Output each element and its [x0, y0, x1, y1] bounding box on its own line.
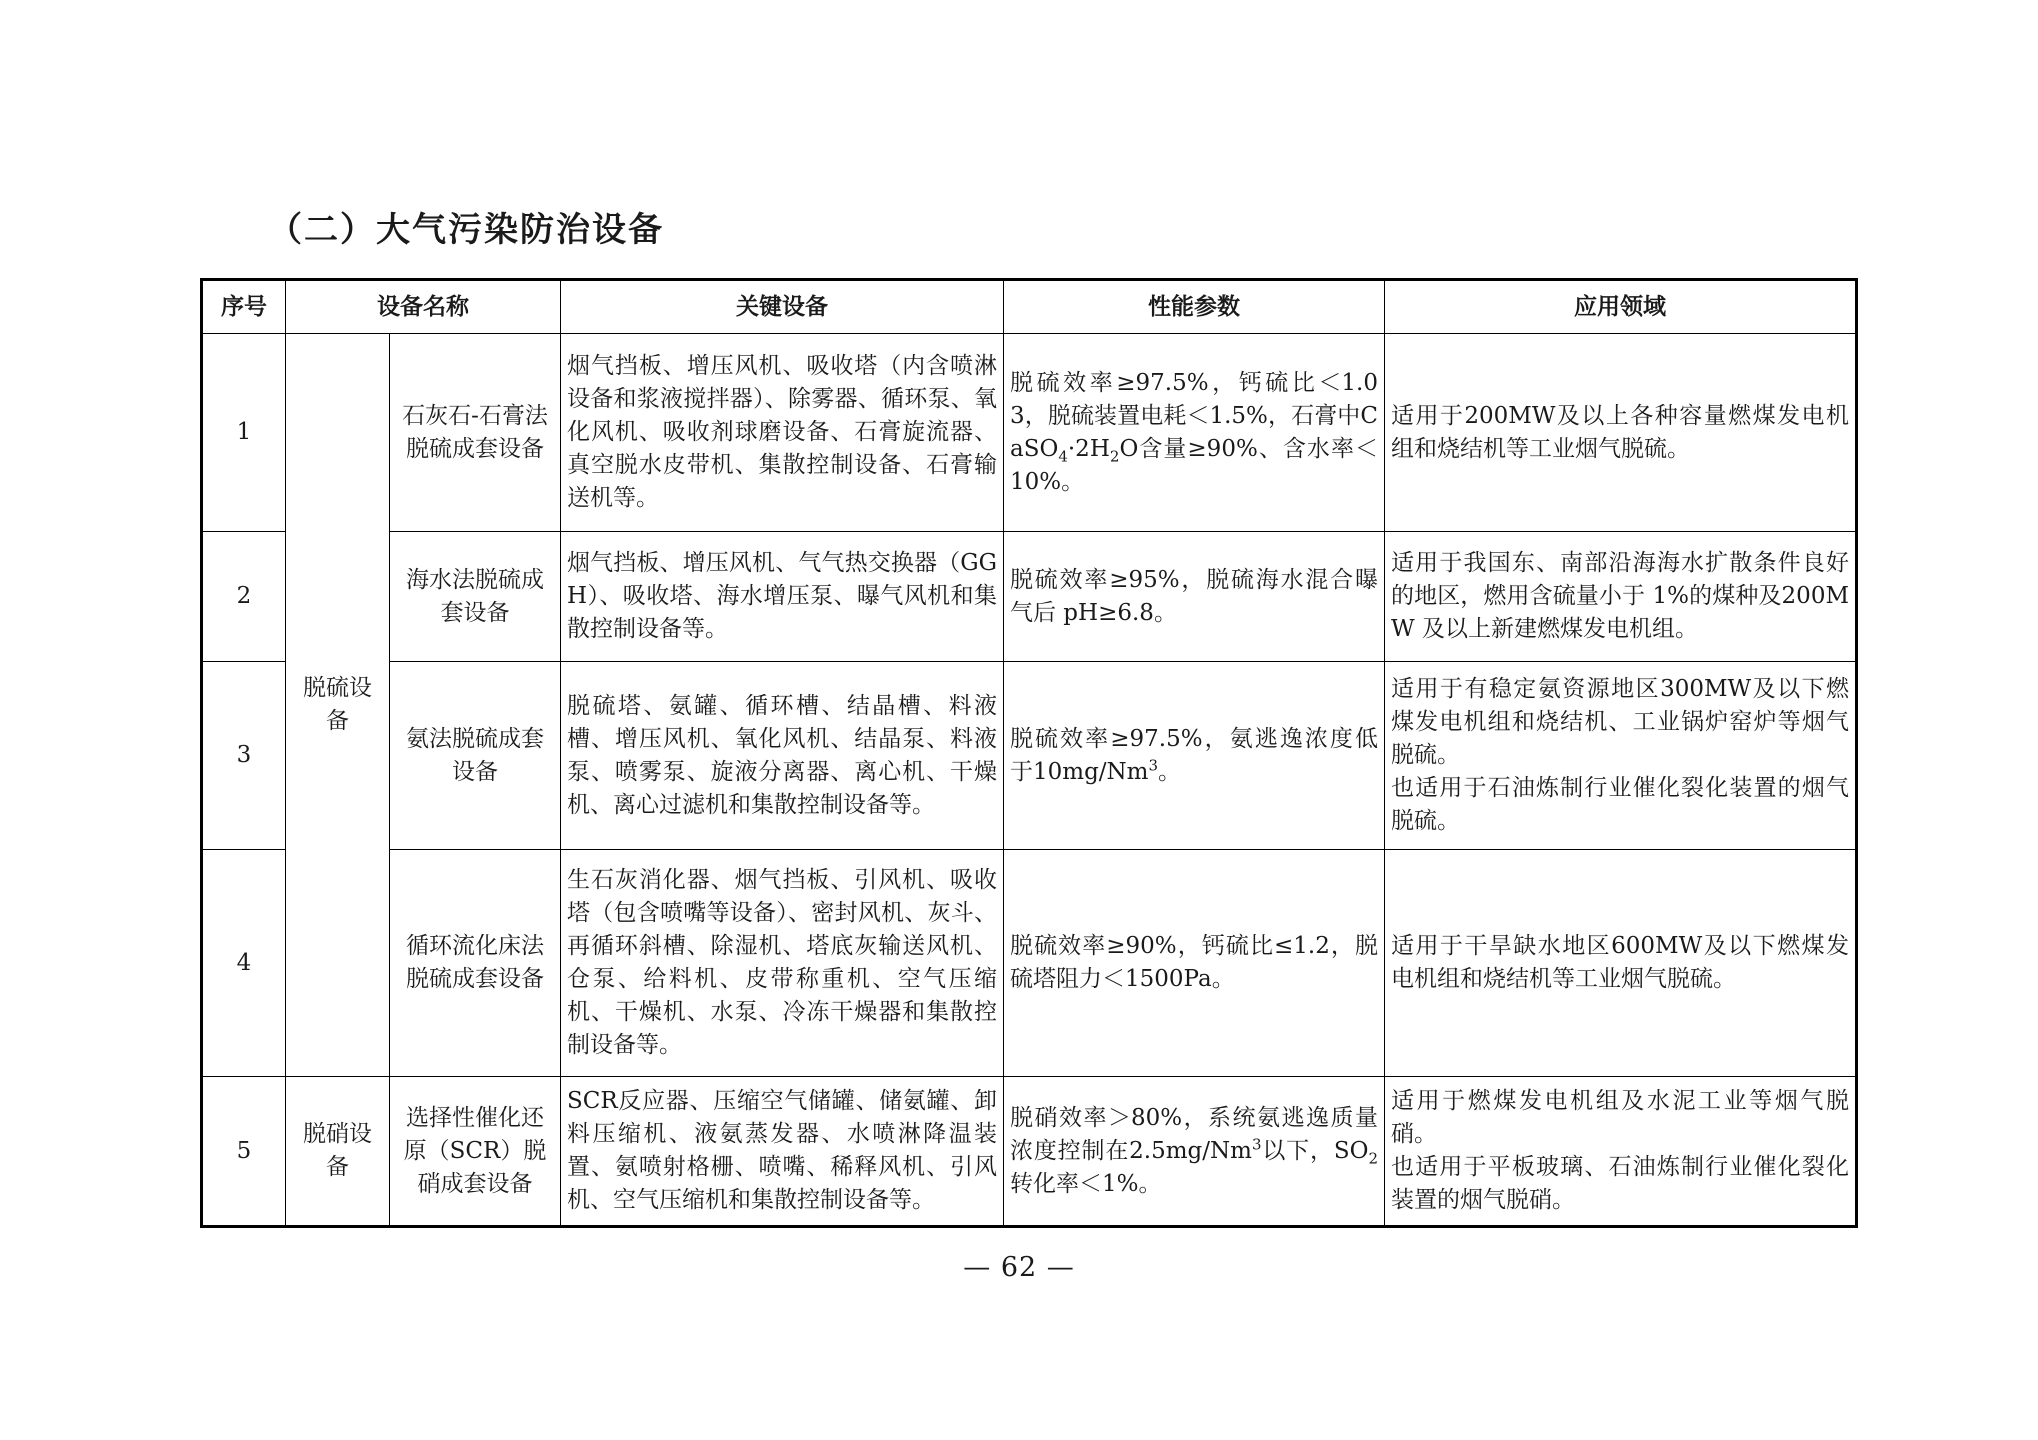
application-line: 也适用于平板玻璃、石油炼制行业催化裂化装置的烟气脱硝。 [1391, 1154, 1849, 1213]
row-performance: 脱硫效率≥95%，脱硫海水混合曝气后 pH≥6.8。 [1004, 532, 1385, 662]
row-key-equipment: 烟气挡板、增压风机、吸收塔（内含喷淋设备和浆液搅拌器）、除雾器、循环泵、氧化风机、吸收剂球磨设备、石膏旋流器、真空脱水皮带机、集散控制设备、石膏输送机等。 [561, 334, 1004, 532]
perf-text: 脱硝效率＞80%，系统氨逃逸质量浓度控制在2.5mg/Nm [1010, 1104, 1378, 1164]
category-denitration: 脱硝设备 [286, 1077, 390, 1227]
section-title: （二）大气污染防治设备 [268, 210, 664, 250]
perf-superscript: 3 [1251, 1134, 1262, 1153]
row-key-equipment: 烟气挡板、增压风机、气气热交换器（GGH）、吸收塔、海水增压泵、曝气风机和集散控制设备等。 [561, 532, 1004, 662]
perf-subscript: 2 [1368, 1149, 1378, 1168]
header-app: 应用领域 [1385, 280, 1857, 334]
category-desulfurization: 脱硫设备 [286, 334, 390, 1077]
row-seq: 4 [202, 850, 286, 1077]
perf-text: 脱硫效率≥97.5%，氨逃逸浓度低于10mg/Nm [1010, 725, 1378, 785]
row-key-equipment: SCR反应器、压缩空气储罐、储氨罐、卸料压缩机、液氨蒸发器、水喷淋降温装置、氨喷射格栅、喷嘴、稀释风机、引风机、空气压缩机和集散控制设备等。 [561, 1077, 1004, 1227]
row-application: 适用于干旱缺水地区600MW及以下燃煤发电机组和烧结机等工业烟气脱硫。 [1385, 850, 1857, 1077]
row-application [1385, 662, 1857, 850]
row-key-equipment: 脱硫塔、氨罐、循环槽、结晶槽、料液槽、增压风机、氧化风机、结晶泵、料液泵、喷雾泵、旋液分离器、离心机、干燥机、离心过滤机和集散控制设备等。 [561, 662, 1004, 850]
row-name: 氨法脱硫成套设备 [390, 662, 561, 850]
perf-text: O含量≥90%、含水率＜10%。 [1010, 435, 1378, 495]
row-name: 石灰石-石膏法脱硫成套设备 [390, 334, 561, 532]
perf-subscript: 4 [1058, 447, 1068, 466]
perf-superscript: 3 [1148, 755, 1159, 774]
perf-subscript: 2 [1109, 447, 1120, 466]
row-performance [1004, 662, 1385, 850]
page-number: — 62 — [963, 1252, 1075, 1283]
header-seq: 序号 [202, 280, 286, 334]
perf-text: 以下，SO [1261, 1137, 1369, 1164]
application-line: 也适用于石油炼制行业催化裂化装置的烟气脱硫。 [1391, 775, 1849, 834]
header-key: 关键设备 [561, 280, 1004, 334]
table-header-row [202, 280, 1857, 334]
table-row [202, 662, 1857, 850]
table-row [202, 1077, 1857, 1227]
row-application [1385, 1077, 1857, 1227]
row-seq: 2 [202, 532, 286, 662]
row-key-equipment: 生石灰消化器、烟气挡板、引风机、吸收塔（包含喷嘴等设备）、密封风机、灰斗、再循环斜槽、除湿机、塔底灰输送风机、仓泵、给料机、皮带称重机、空气压缩机、干燥机、水泵、冷冻干燥器和集散控制设备等。 [561, 850, 1004, 1077]
row-name: 选择性催化还原（SCR）脱硝成套设备 [390, 1077, 561, 1227]
row-seq: 5 [202, 1077, 286, 1227]
table-row [202, 532, 1857, 662]
perf-text: 。 [1158, 758, 1182, 785]
header-perf: 性能参数 [1004, 280, 1385, 334]
row-performance: 脱硫效率≥90%，钙硫比≤1.2，脱硫塔阻力＜1500Pa。 [1004, 850, 1385, 1077]
row-seq: 3 [202, 662, 286, 850]
row-name: 海水法脱硫成套设备 [390, 532, 561, 662]
equipment-table [200, 278, 1858, 1228]
row-performance [1004, 334, 1385, 532]
perf-text: 转化率＜1%。 [1010, 1170, 1162, 1197]
row-performance [1004, 1077, 1385, 1227]
application-line: 适用于有稳定氨资源地区300MW及以下燃煤发电机组和烧结机、工业锅炉窑炉等烟气脱硫。 [1391, 676, 1849, 768]
table-row [202, 334, 1857, 532]
application-line: 适用于燃煤发电机组及水泥工业等烟气脱硝。 [1391, 1088, 1849, 1147]
perf-text: 脱硫效率≥97.5%，钙硫比＜1.03，脱硫装置电耗＜1.5%，石膏中CaSO [1010, 369, 1378, 462]
row-application: 适用于200MW及以上各种容量燃煤发电机组和烧结机等工业烟气脱硫。 [1385, 334, 1857, 532]
table-row [202, 850, 1857, 1077]
row-seq: 1 [202, 334, 286, 532]
row-application: 适用于我国东、南部沿海海水扩散条件良好的地区，燃用含硫量小于 1%的煤种及200MW 及以上新建燃煤发电机组。 [1385, 532, 1857, 662]
perf-text: ·2H [1067, 435, 1110, 462]
row-name: 循环流化床法脱硫成套设备 [390, 850, 561, 1077]
header-name: 设备名称 [286, 280, 561, 334]
